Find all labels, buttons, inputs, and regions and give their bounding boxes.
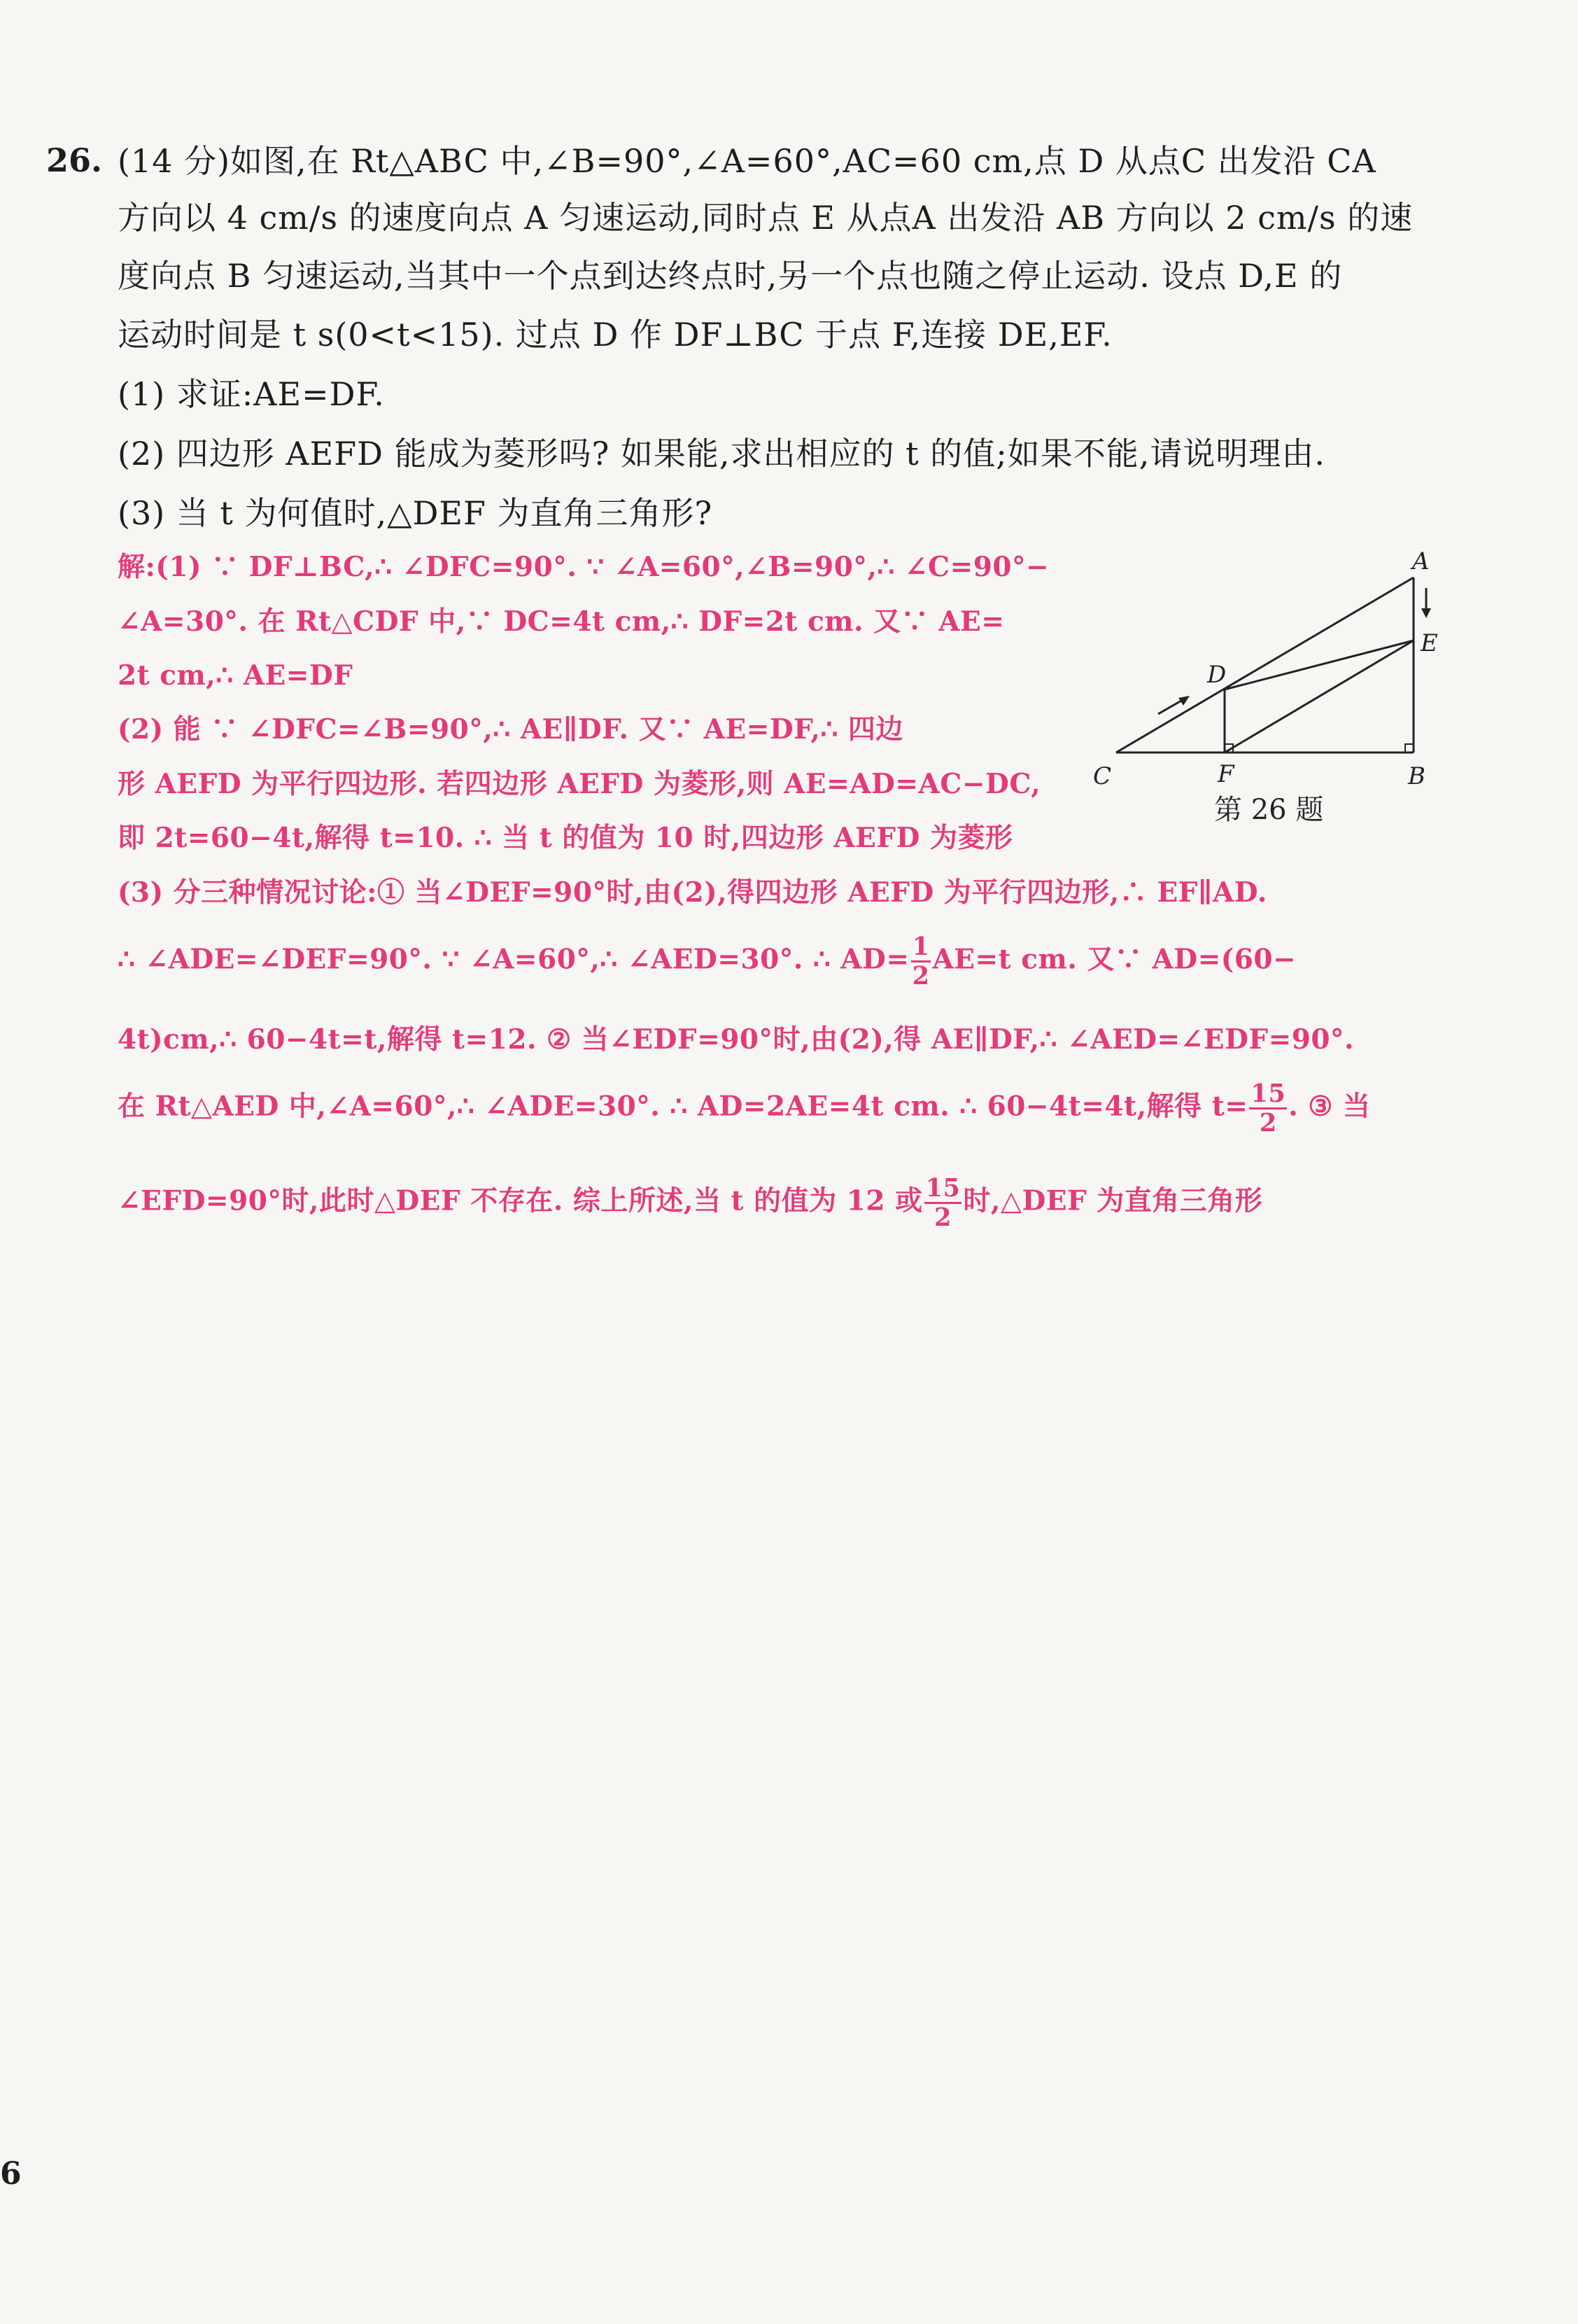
answer-line-11-prefix: ∠EFD=90°时,此时△DEF 不存在. 综上所述,当 t 的值为 12 或 — [118, 1184, 923, 1217]
question-line-4: 运动时间是 t s(0<t<15). 过点 D 作 DF⊥BC 于点 F,连接 DE,EF. — [118, 316, 1113, 354]
fraction-numerator: 1 — [911, 934, 931, 962]
answer-line-10 — [118, 1079, 1371, 1138]
answer-line-9: 4t)cm,∴ 60−4t=t,解得 t=12. ② 当∠EDF=90°时,由(2),得 AE∥DF,∴ ∠AED=∠EDF=90°. — [118, 1023, 1355, 1056]
fraction-numerator: 15 — [1249, 1082, 1287, 1110]
fraction-denominator: 2 — [934, 1203, 952, 1233]
segment-EF — [1225, 640, 1414, 752]
answer-line-1: 解:(1) ∵ DF⊥BC,∴ ∠DFC=90°. ∵ ∠A=60°,∠B=90°,∴ ∠C=90°− — [118, 551, 1050, 583]
figure-caption: 第 26 题 — [1214, 794, 1324, 826]
answer-line-10-suffix: . ③ 当 — [1288, 1090, 1371, 1123]
question-line-3: 度向点 B 匀速运动,当其中一个点到达终点时,另一个点也随之停止运动. 设点 D,E 的 — [118, 257, 1343, 295]
fraction-half — [911, 932, 931, 991]
fraction-denominator: 2 — [912, 962, 930, 991]
answer-line-8-prefix: ∴ ∠ADE=∠DEF=90°. ∵ ∠A=60°,∴ ∠AED=30°. ∴ AD= — [118, 943, 910, 976]
answer-line-3: 2t cm,∴ AE=DF — [118, 659, 353, 692]
question-part-2: (2) 四边形 AEFD 能成为菱形吗? 如果能,求出相应的 t 的值;如果不能,请说明理由. — [118, 435, 1325, 472]
fraction-fifteen-halves — [1249, 1079, 1287, 1138]
question-part-3: (3) 当 t 为何值时,△DEF 为直角三角形? — [118, 494, 713, 532]
fraction-denominator: 2 — [1259, 1109, 1277, 1138]
right-angle-B — [1405, 744, 1414, 752]
answer-line-5: 形 AEFD 为平行四边形. 若四边形 AEFD 为菱形,则 AE=AD=AC−DC, — [118, 768, 1041, 800]
answer-line-10-prefix: 在 Rt△AED 中,∠A=60°,∴ ∠ADE=30°. ∴ AD=2AE=4t cm. ∴ 60−4t=4t,解得 t= — [118, 1090, 1248, 1123]
question-number: 26. — [46, 141, 103, 179]
label-C: C — [1093, 762, 1112, 790]
page-number: 6 — [0, 2156, 22, 2192]
label-D: D — [1207, 661, 1227, 689]
label-B: B — [1408, 762, 1425, 790]
segment-CA — [1116, 578, 1414, 752]
answer-line-8-suffix: AE=t cm. 又∵ AD=(60− — [932, 943, 1297, 976]
answer-line-11 — [118, 1174, 1263, 1233]
answer-line-2: ∠A=30°. 在 Rt△CDF 中,∵ DC=4t cm,∴ DF=2t cm. 又∵ AE= — [118, 606, 1005, 638]
answer-line-4: (2) 能 ∵ ∠DFC=∠B=90°,∴ AE∥DF. 又∵ AE=DF,∴ 四边 — [118, 713, 903, 746]
answer-line-6: 即 2t=60−4t,解得 t=10. ∴ 当 t 的值为 10 时,四边形 AEFD 为菱形 — [118, 822, 1013, 854]
label-A: A — [1412, 547, 1430, 575]
triangle-figure — [1092, 542, 1456, 794]
label-E: E — [1421, 629, 1438, 657]
answer-line-11-suffix: 时,△DEF 为直角三角形 — [963, 1184, 1263, 1217]
answer-line-8 — [118, 932, 1297, 991]
fraction-numerator: 15 — [924, 1176, 962, 1204]
question-line-2: 方向以 4 cm/s 的速度向点 A 匀速运动,同时点 E 从点A 出发沿 AB 方向以 2 cm/s 的速 — [118, 199, 1414, 237]
fraction-fifteen-halves — [924, 1174, 962, 1233]
answer-line-7: (3) 分三种情况讨论:① 当∠DEF=90°时,由(2),得四边形 AEFD 为平行四边形,∴ EF∥AD. — [118, 876, 1267, 909]
segment-DE — [1225, 640, 1414, 690]
label-F: F — [1218, 760, 1234, 788]
question-part-1: (1) 求证:AE=DF. — [118, 375, 385, 413]
arrow-E-head — [1421, 608, 1431, 618]
question-line-1: (14 分)如图,在 Rt△ABC 中,∠B=90°,∠A=60°,AC=60 cm,点 D 从点C 出发沿 CA — [118, 142, 1376, 180]
